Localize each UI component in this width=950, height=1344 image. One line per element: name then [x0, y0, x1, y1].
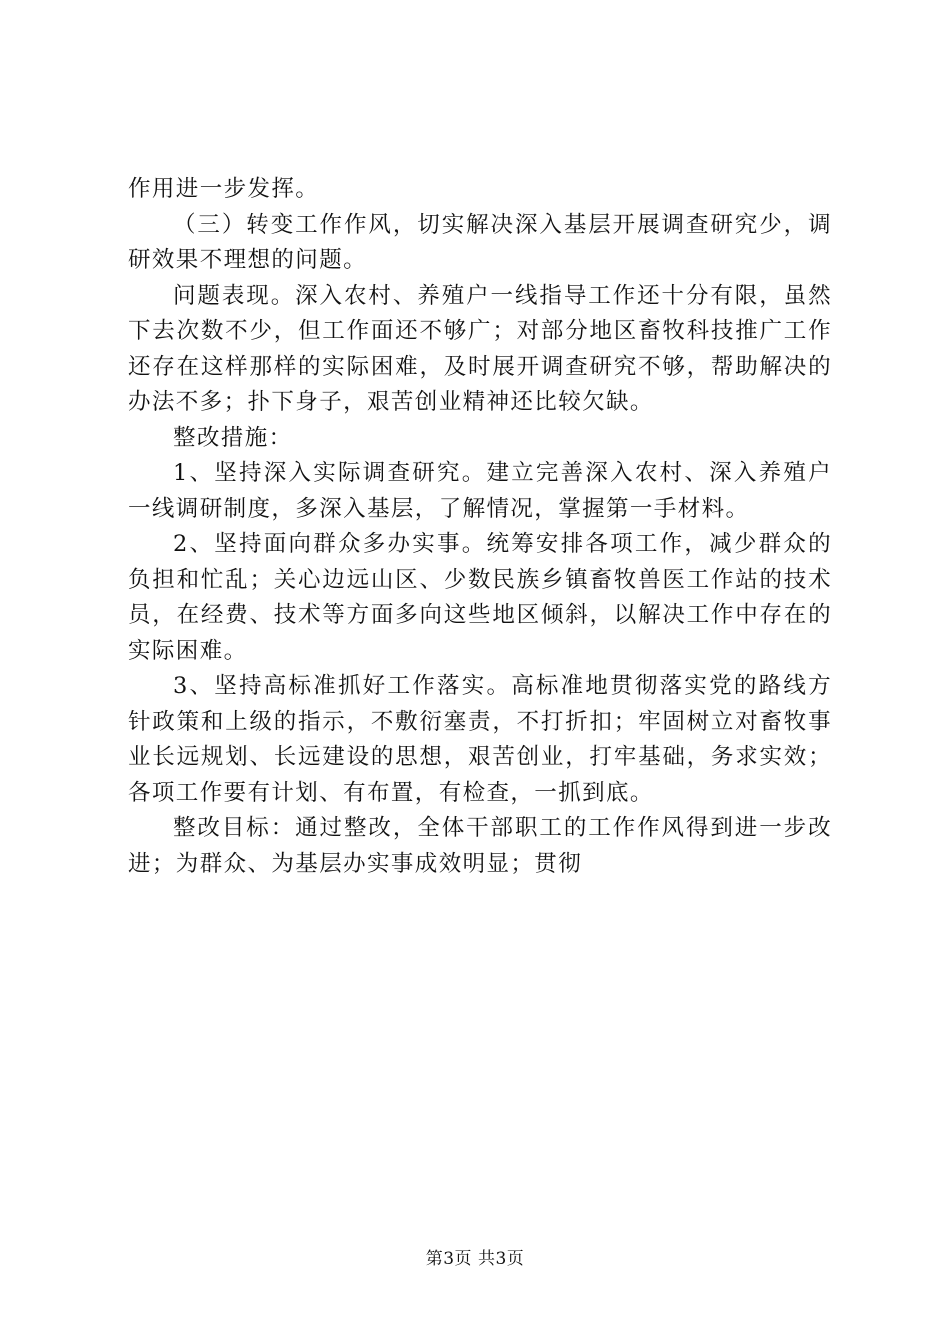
paragraph-continuation: 作用进一步发挥。: [128, 176, 320, 202]
paragraph-measure-1: 1、坚持深入实际调查研究。建立完善深入农村、深入养殖户一线调研制度，多深入基层，了解情况，掌握第一手材料。: [128, 460, 832, 522]
paragraph-section-heading: （三）转变工作作风，切实解决深入基层开展调查研究少，调研效果不理想的问题。: [128, 211, 832, 273]
document-body: [128, 172, 832, 882]
paragraph-goal: 整改目标：通过整改，全体干部职工的工作作风得到进一步改进；为群众、为基层办实事成效明显；贯彻: [128, 815, 832, 877]
paragraph-measures-heading: 整改措施：: [173, 424, 293, 451]
paragraph-measure-3: 3、坚持高标准抓好工作落实。高标准地贯彻落实党的路线方针政策和上级的指示，不敷衍塞责，不打折扣；牢固树立对畜牧事业长远规划、长远建设的思想，艰苦创业，打牢基础，务求实效；各项工作要有计划、有布置，有检查，一抓到底。: [128, 673, 832, 806]
paragraph-problem: 问题表现。深入农村、养殖户一线指导工作还十分有限，虽然下去次数不少，但工作面还不够广；对部分地区畜牧科技推广工作还存在这样那样的实际困难，及时展开调查研究不够，帮助解决的办法不多；扑下身子，艰苦创业精神还比较欠缺。: [128, 282, 832, 415]
paragraph-measure-2: 2、坚持面向群众多办实事。统筹安排各项工作，减少群众的负担和忙乱；关心边远山区、少数民族乡镇畜牧兽医工作站的技术员，在经费、技术等方面多向这些地区倾斜，以解决工作中存在的实际困难。: [128, 531, 832, 664]
page-number-footer: 第3页 共3页: [425, 1249, 525, 1269]
